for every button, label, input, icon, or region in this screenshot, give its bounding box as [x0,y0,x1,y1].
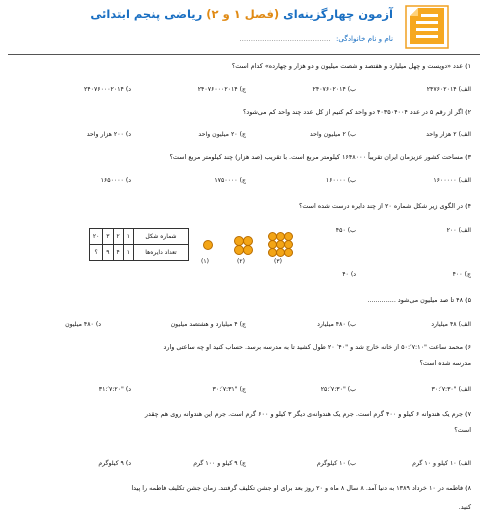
question-7-line-2: است؟ [454,426,471,434]
q2-option-d[interactable]: د) ۲۰۰ هزار واحد [86,131,131,138]
q4-option-d[interactable]: د) ۴۰ [342,271,356,278]
q5-option-b[interactable]: ب) ۴۸۰ میلیارد [317,321,356,328]
q1-option-d[interactable]: د) ۲۴۰۷۶۰۰۰۲۰۱۴ [83,86,131,93]
page-title [90,7,393,21]
question-7-line-1: ۷) جرم یک هندوانه ۶ کیلو و ۴۰۰ گرم است. جرم یک هندوانه‌ی دیگر ۳ کیلو و ۶۰۰ گرم است. جرم این هندوانه روی هم چقدر [144,410,471,418]
table-cell: ۱ [123,229,133,245]
table-cell: ۳ [103,229,113,245]
table-cell: ۹ [103,245,113,261]
q2-option-b[interactable]: ب) ۲ میلیون واحد [309,131,356,138]
question-8-line-2: کنید. [458,503,471,511]
table-row [89,229,188,245]
q4-option-c[interactable]: ج) ۴۰۰ [452,271,471,278]
circle-pattern-figure [198,232,302,272]
q7-option-a[interactable]: الف) ۱۰ کیلو و ۱۰ گرم [412,460,471,467]
document-logo-icon [404,4,450,50]
q7-option-b[interactable]: ب) ۱۰ کیلوگرم [316,460,356,467]
q3-option-b[interactable]: ب) ۱۶۰۰۰۰ [325,177,356,184]
question-1: ۱) عدد «دویست و چهل میلیارد و هفتصد و شصت میلیون و دو هزار و چهارده» کدام است؟ [231,62,471,70]
question-4: ۴) در الگوی زیر شکل شماره ۲۰ از چند دایره درست شده است؟ [298,202,471,210]
circle-icon [284,248,293,257]
q7-option-c[interactable]: ج) ۹ کیلو و ۱۰۰ گرم [193,460,246,467]
title-chapters: (فصل ۱ و ۲) [206,7,280,21]
table-cell: ۱ [123,245,133,261]
table-cell: ۴ [113,245,123,261]
table-cell: ؟ [89,245,102,261]
q2-option-a[interactable]: الف) ۲ هزار واحد [426,131,471,138]
q6-option-d[interactable]: د) "۷:۲۰′:۳۱ [98,386,131,393]
question-5: ۵) ۴۸ تا صد میلیون می‌شود .............. [367,296,471,304]
q2-option-c[interactable]: ج) ۲۰ میلیون واحد [198,131,246,138]
q4-option-a[interactable]: الف) ۲۰۰ [446,227,471,234]
q1-option-c[interactable]: ج) ۲۴۰۷۶۰۰۰۲۰۱۴ [197,86,246,93]
question-6-line-2: مدرسه شده است؟ [419,359,471,367]
q5-option-c[interactable]: ج) ۴ میلیارد و هشتصد میلیون [170,321,246,328]
q6-option-a[interactable]: الف) "۷:۳۰′:۳۰ [431,386,471,393]
circle-icon [203,240,213,250]
figure-label-1: (۱) [201,258,209,265]
table-cell: ۲ [113,229,123,245]
student-name-row [239,34,393,43]
table-row-label: شماره شکل [134,229,189,245]
title-subject: ریاضی پنجم ابتدائی [90,7,203,21]
figure-label-2: (۲) [237,258,245,265]
circle-icon [243,245,253,255]
q4-option-b[interactable]: ب) ۴۵۰ [335,227,356,234]
question-6-line-1: ۶) محمد ساعت "۷:۱۰′:۵۰ از خانه خارج شد و "۴۰′ ۲۰ طول کشید تا به مدرسه برسد. حساب کنید او چه ساعتی وارد [163,343,471,351]
student-name-label: نام و نام خانوادگی: [336,34,393,43]
q6-option-c[interactable]: ج) "۷:۳۱′:۳۰ [212,386,246,393]
q3-option-d[interactable]: د) ۱۶۵۰۰۰۰ [100,177,131,184]
q6-option-b[interactable]: ب) "۷:۳۰′:۲۵ [320,386,356,393]
question-8-line-1: ۸) فاطمه در ۱۰ خرداد ۱۳۸۹ به دنیا آمد. ۸ سال ۸ ماه و ۲۰ روز بعد برای او جشن تکلیف گرفتند. زمان جشن تکلیف فاطمه را پیدا [131,484,471,492]
q7-option-d[interactable]: د) ۹ کیلوگرم [98,460,131,467]
question-3: ۳) مساحت کشور عزیزمان ایران تقریباً ۱۶۴۸۰۰۰ کیلومتر مربع است. با تقریب (صد هزار) چند کیلومتر مربع است؟ [169,153,471,161]
q5-option-d[interactable]: د) ۴۸۰ میلیون [65,321,101,328]
table-row [89,245,188,261]
table-cell: ۲۰ [89,229,102,245]
pattern-table [89,228,189,261]
question-2: ۲) اگر از رقم ۵ در عدد ۴۰۳۵۰۴۰۰۴ دو واحد کم کنیم از کل عدد چند واحد کم می‌شود؟ [242,108,471,116]
table-row-label: تعداد دایره‌ها [134,245,189,261]
title-text: آزمون چهارگزینه‌ای [283,7,393,21]
q5-option-a[interactable]: الف) ۴۸ میلیارد [431,321,471,328]
q3-option-a[interactable]: الف) ۱۶۰۰۰۰۰ [433,177,471,184]
student-name-field[interactable]: ........................................ [239,34,331,43]
header-divider [8,54,480,55]
q3-option-c[interactable]: ج) ۱۷۵۰۰۰۰ [214,177,246,184]
figure-label-3: (۳) [274,258,282,265]
q1-option-a[interactable]: الف) ۲۴۷۶۰۲۰۱۴ [426,86,471,93]
q1-option-b[interactable]: ب) ۲۴۰۷۶۰۲۰۱۴ [312,86,356,93]
